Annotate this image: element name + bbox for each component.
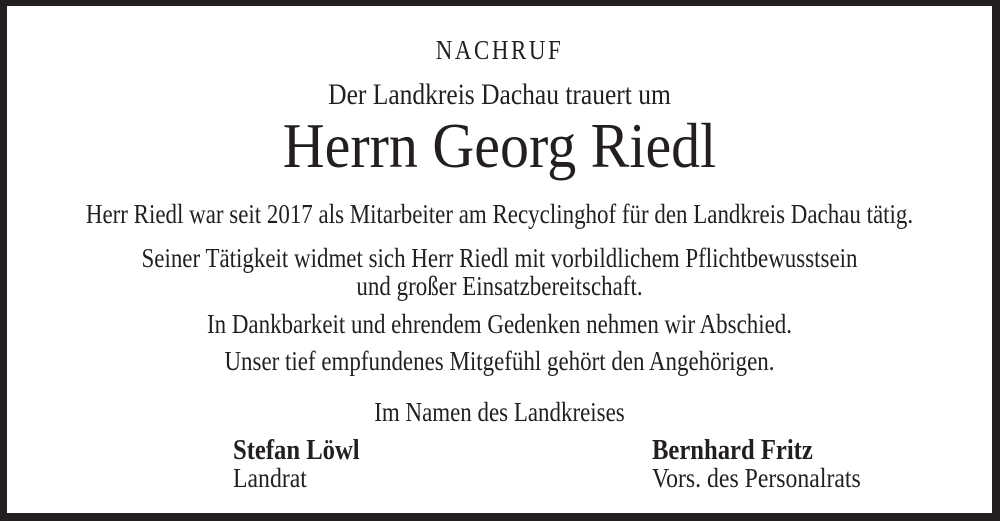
signature-left-name: Stefan Löwl [233,435,360,466]
closing-line: Im Namen des Landkreises [374,397,625,427]
body-paragraph-4: Unser tief empfundenes Mitgefühl gehört den Angehörigen. [224,346,775,376]
notice-intro: Der Landkreis Dachau trauert um [328,78,671,111]
body-paragraph-1: Herr Riedl war seit 2017 als Mitarbeiter am Recyclinghof für den Landkreis Dachau tätig. [85,199,914,229]
body-paragraph-2-line-2: und großer Einsatzbereitschaft. [356,271,643,301]
notice-kicker: NACHRUF [435,35,564,65]
signature-right-name: Bernhard Fritz [652,435,813,466]
signature-row [7,437,992,493]
deceased-name: Herrn Georg Riedl [282,111,717,181]
body-paragraph-2-line-1: Seiner Tätigkeit widmet sich Herr Riedl mit vorbildlichem Pflichtbewusstsein [141,243,858,273]
signature-left [233,437,360,492]
signature-right-role: Vors. des Personalrats [652,463,861,493]
signature-left-role: Landrat [233,463,307,493]
body-paragraph-2 [7,244,992,300]
signature-right [652,437,861,492]
body-paragraph-3: In Dankbarkeit und ehrendem Gedenken nehmen wir Abschied. [206,309,793,339]
